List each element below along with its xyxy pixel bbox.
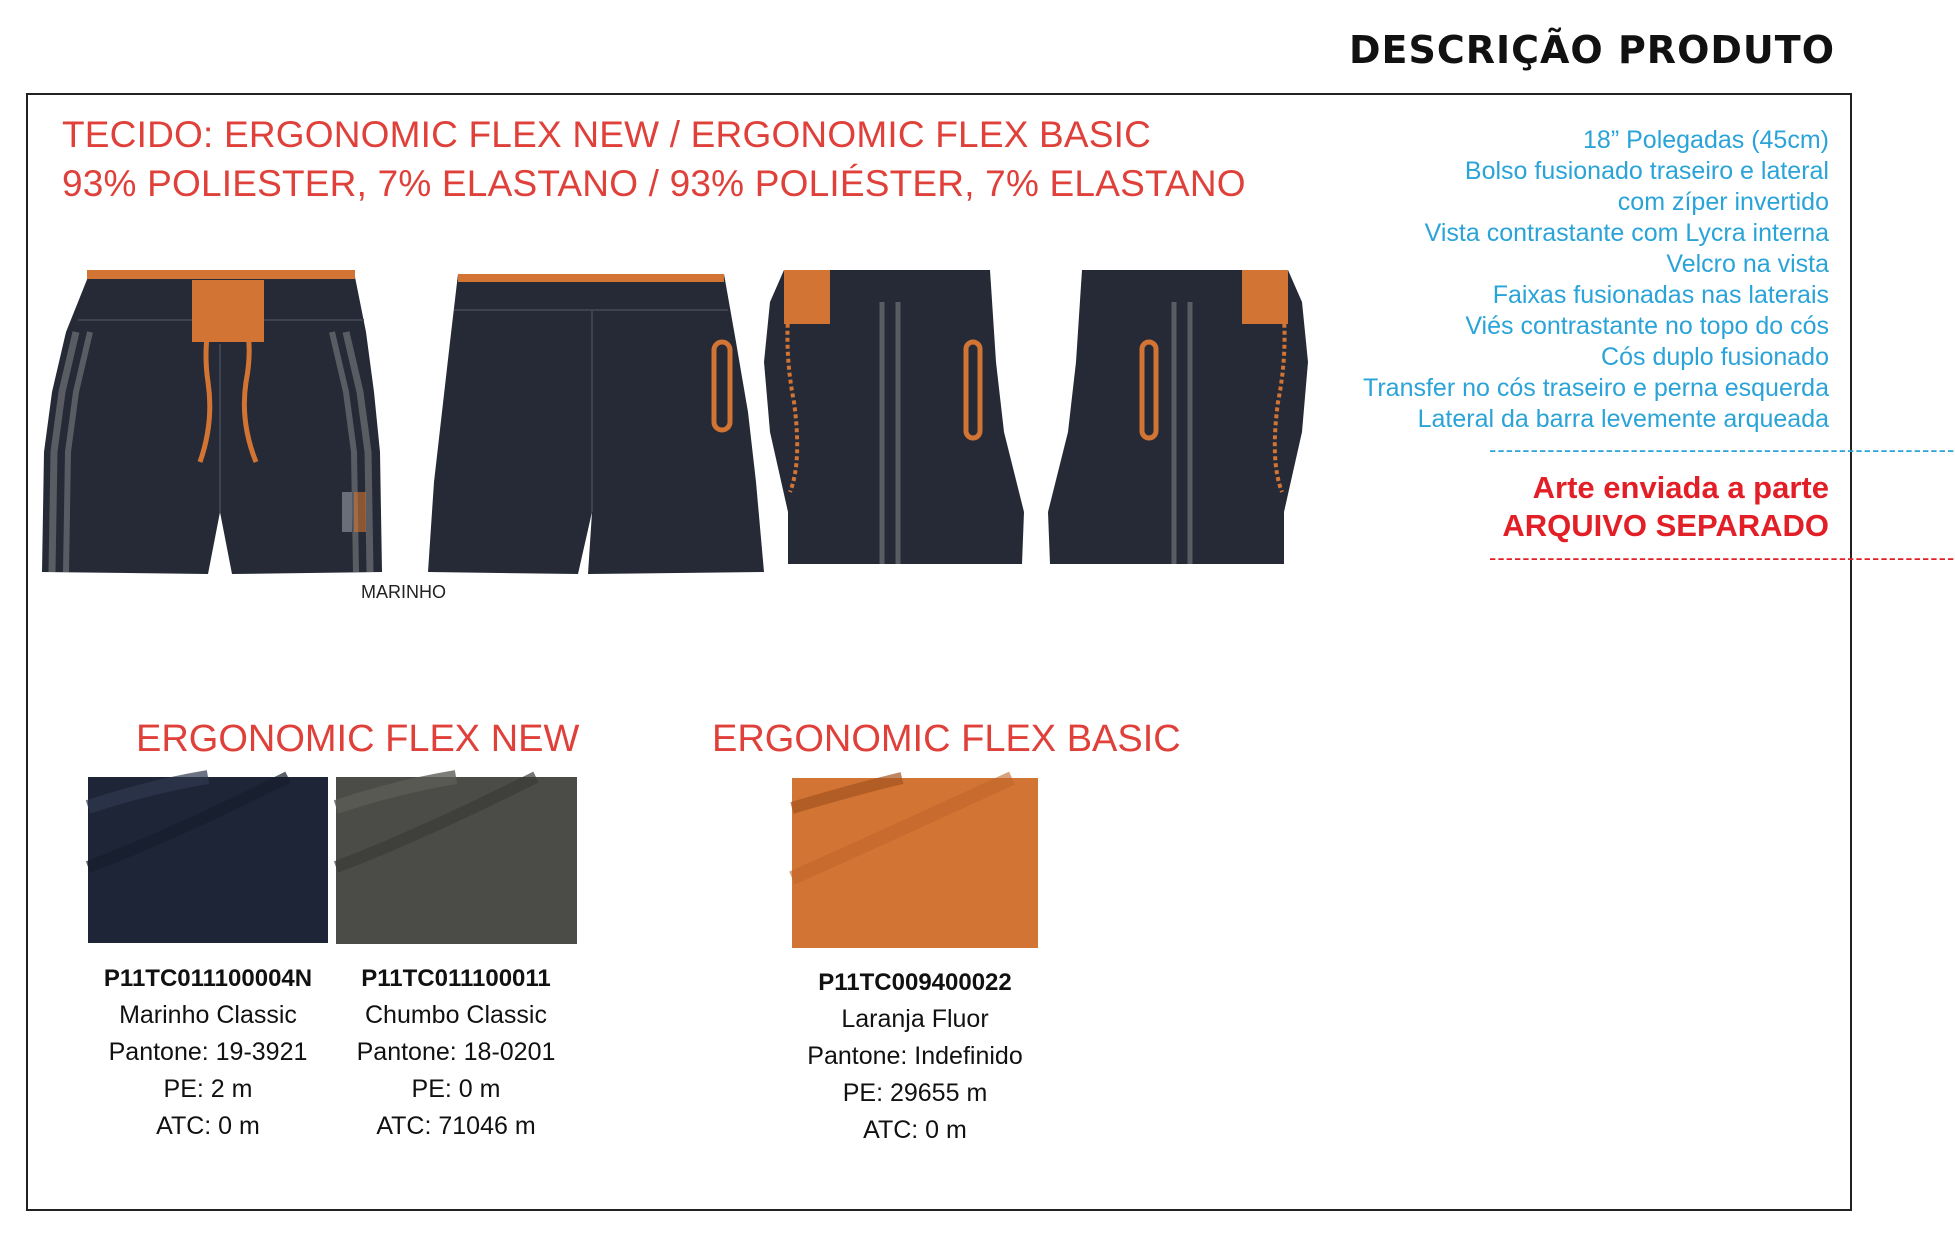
feature-item: 18” Polegadas (45cm) — [1583, 126, 1829, 154]
swatch-info-marinho — [73, 960, 343, 1145]
swatch-pantone: Pantone: 19-3921 — [108, 1038, 308, 1066]
fabric-swatch-laranja-texture — [792, 778, 1038, 948]
feature-item: Faixas fusionadas nas laterais — [1492, 281, 1829, 309]
feature-item: Velcro na vista — [1666, 250, 1829, 278]
fabric-swatch-marinho — [88, 777, 328, 943]
swatch-pantone: Pantone: Indefinido — [807, 1042, 1023, 1070]
swatch-info-chumbo — [321, 960, 591, 1145]
feature-item: com zíper invertido — [1617, 188, 1829, 216]
fabric-swatch-chumbo — [336, 777, 577, 944]
feature-list — [1363, 125, 1955, 570]
swatch-name: Chumbo Classic — [364, 1001, 547, 1029]
swatch-pantone: Pantone: 18-0201 — [356, 1038, 556, 1066]
fabric-swatch-laranja — [792, 778, 1038, 948]
swatch-atc: ATC: 71046 m — [376, 1112, 536, 1140]
feature-item: Viés contrastante no topo do cós — [1465, 312, 1829, 340]
swatch-atc: ATC: 0 m — [863, 1116, 967, 1144]
feature-item: Lateral da barra levemente arqueada — [1417, 405, 1829, 433]
art-note-line-2: ARQUIVO SEPARADO — [1502, 508, 1829, 543]
swatch-code: P11TC011100011 — [361, 965, 551, 992]
feature-item: Transfer no cós traseiro e perna esquerda — [1363, 374, 1829, 402]
swatch-info-laranja — [780, 964, 1050, 1149]
swatch-pe: PE: 29655 m — [842, 1079, 988, 1107]
section-title-flex-basic: ERGONOMIC FLEX BASIC — [712, 718, 1181, 760]
shorts-side-view-right-drawing — [764, 262, 1034, 572]
fabric-title-line-1: TECIDO: ERGONOMIC FLEX NEW / ERGONOMIC FLEX BASIC — [62, 114, 1152, 155]
swatch-code: P11TC009400022 — [818, 969, 1012, 996]
fabric-swatch-marinho-texture — [88, 777, 328, 943]
product-color-label: MARINHO — [361, 582, 446, 602]
feature-item: Cós duplo fusionado — [1601, 343, 1829, 371]
divider-bottom: -------------------------------------------------------- — [1489, 545, 1955, 570]
swatch-name: Laranja Fluor — [841, 1005, 989, 1033]
page-title: DESCRIÇÃO PRODUTO — [1348, 28, 1835, 72]
feature-item: Vista contrastante com Lycra interna — [1424, 219, 1829, 247]
swatch-pe: PE: 0 m — [411, 1075, 501, 1103]
art-note-line-1: Arte enviada a parte — [1532, 470, 1829, 505]
shorts-side-view-left-drawing — [1038, 262, 1308, 572]
shorts-front-view-drawing — [42, 262, 382, 582]
section-title-flex-new: ERGONOMIC FLEX NEW — [136, 718, 580, 760]
feature-item: Bolso fusionado traseiro e lateral — [1464, 157, 1829, 185]
fabric-swatch-chumbo-texture — [336, 777, 577, 944]
swatch-atc: ATC: 0 m — [156, 1112, 260, 1140]
shorts-back-view-drawing — [428, 262, 764, 580]
divider-top: -------------------------------------------------------- — [1489, 437, 1955, 462]
swatch-name: Marinho Classic — [119, 1001, 297, 1029]
fabric-composition-line-2: 93% POLIESTER, 7% ELASTANO / 93% POLIÉSTER, 7% ELASTANO — [62, 163, 1246, 204]
swatch-code: P11TC011100004N — [103, 965, 313, 992]
swatch-pe: PE: 2 m — [163, 1075, 253, 1103]
